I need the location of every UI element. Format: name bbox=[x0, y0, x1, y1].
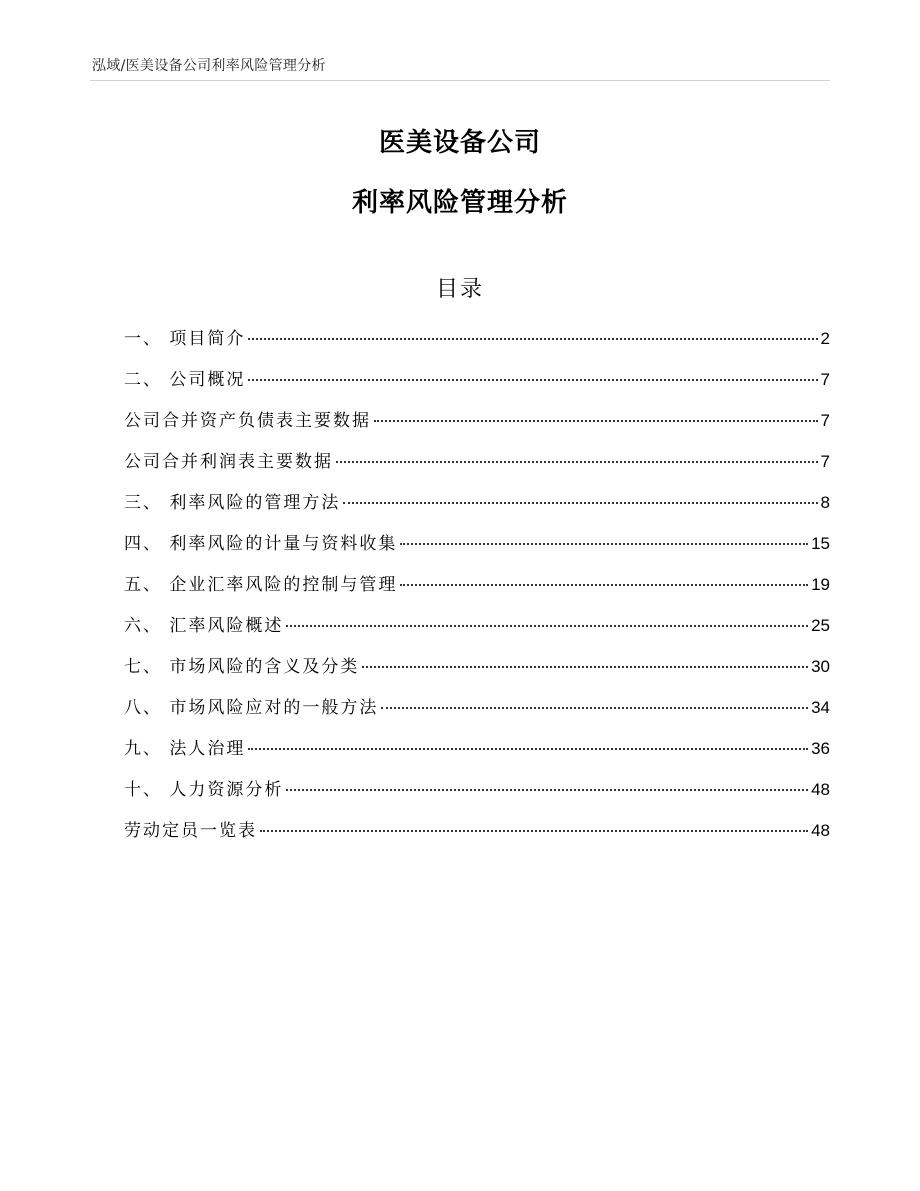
toc-entry-income-statement[interactable] bbox=[124, 447, 830, 488]
toc-dot-leader bbox=[381, 707, 808, 709]
toc-entry-balance-sheet[interactable] bbox=[124, 406, 830, 447]
toc-dot-leader bbox=[343, 502, 817, 504]
document-title-line-1: 医美设备公司 bbox=[378, 128, 541, 158]
toc-entry-page: 8 bbox=[820, 493, 830, 512]
toc-entry-page: 25 bbox=[811, 616, 830, 635]
toc-dot-leader bbox=[362, 666, 808, 668]
toc-entry-page: 7 bbox=[820, 452, 830, 471]
running-header: 泓域/医美设备公司利率风险管理分析 bbox=[92, 58, 326, 74]
toc-dot-leader bbox=[400, 543, 808, 545]
toc-entry-company-overview[interactable] bbox=[124, 365, 830, 406]
toc-dot-leader bbox=[260, 830, 808, 832]
table-of-contents bbox=[124, 324, 830, 857]
toc-entry-title: 八、 市场风险应对的一般方法 bbox=[124, 698, 379, 718]
toc-dot-leader bbox=[400, 584, 808, 586]
toc-entry-market-risk-response[interactable] bbox=[124, 693, 830, 734]
toc-entry-title: 三、 利率风险的管理方法 bbox=[124, 493, 341, 513]
toc-entry-market-risk-definition[interactable] bbox=[124, 652, 830, 693]
toc-entry-corporate-governance[interactable] bbox=[124, 734, 830, 775]
toc-entry-exchange-rate-control[interactable] bbox=[124, 570, 830, 611]
toc-entry-title: 公司合并资产负债表主要数据 bbox=[124, 411, 371, 431]
header-divider bbox=[90, 80, 830, 81]
toc-entry-title: 十、 人力资源分析 bbox=[124, 780, 284, 800]
toc-entry-page: 15 bbox=[811, 534, 830, 553]
toc-entry-page: 30 bbox=[811, 657, 830, 676]
toc-entry-page: 7 bbox=[820, 370, 830, 389]
toc-entry-page: 36 bbox=[811, 739, 830, 758]
toc-entry-page: 2 bbox=[820, 329, 830, 348]
toc-entry-title: 一、 项目简介 bbox=[124, 329, 246, 349]
toc-entry-staffing-table[interactable] bbox=[124, 816, 830, 857]
toc-entry-project-intro[interactable] bbox=[124, 324, 830, 365]
toc-entry-page: 7 bbox=[820, 411, 830, 430]
document-title-line-2: 利率风险管理分析 bbox=[351, 188, 568, 218]
toc-entry-page: 34 bbox=[811, 698, 830, 717]
toc-entry-interest-rate-methods[interactable] bbox=[124, 488, 830, 529]
toc-dot-leader bbox=[286, 625, 808, 627]
toc-dot-leader bbox=[248, 748, 808, 750]
toc-entry-title: 六、 汇率风险概述 bbox=[124, 616, 284, 636]
toc-dot-leader bbox=[248, 338, 817, 340]
toc-entry-page: 48 bbox=[811, 780, 830, 799]
toc-dot-leader bbox=[248, 379, 817, 381]
toc-entry-title: 公司合并利润表主要数据 bbox=[124, 452, 333, 472]
toc-entry-title: 九、 法人治理 bbox=[124, 739, 246, 759]
toc-heading: 目录 bbox=[435, 277, 484, 302]
toc-entry-interest-rate-measurement[interactable] bbox=[124, 529, 830, 570]
toc-entry-page: 19 bbox=[811, 575, 830, 594]
toc-entry-title: 四、 利率风险的计量与资料收集 bbox=[124, 534, 398, 554]
toc-entry-title: 劳动定员一览表 bbox=[124, 821, 257, 841]
toc-entry-title: 二、 公司概况 bbox=[124, 370, 246, 390]
toc-dot-leader bbox=[336, 461, 818, 463]
toc-entry-title: 五、 企业汇率风险的控制与管理 bbox=[124, 575, 398, 595]
toc-entry-exchange-rate-overview[interactable] bbox=[124, 611, 830, 652]
toc-entry-human-resources[interactable] bbox=[124, 775, 830, 816]
toc-dot-leader bbox=[374, 420, 818, 422]
toc-entry-page: 48 bbox=[811, 821, 830, 840]
toc-dot-leader bbox=[286, 789, 808, 791]
toc-entry-title: 七、 市场风险的含义及分类 bbox=[124, 657, 360, 677]
